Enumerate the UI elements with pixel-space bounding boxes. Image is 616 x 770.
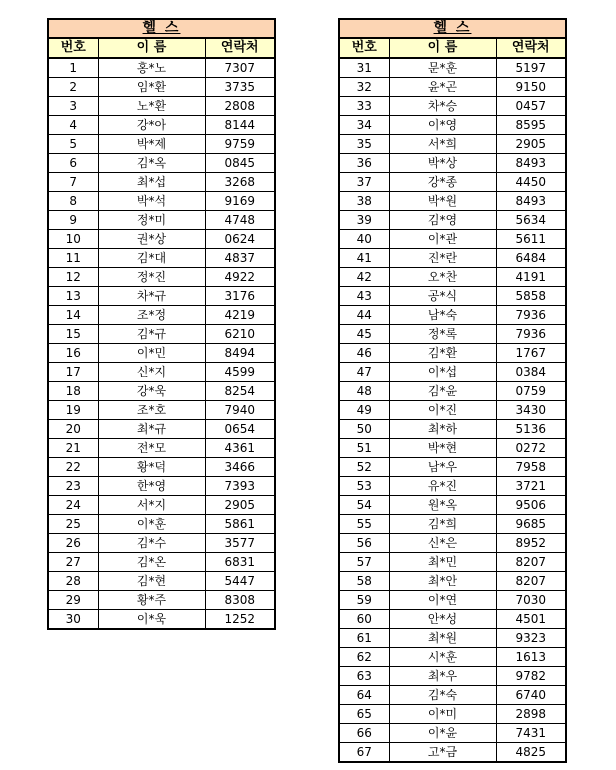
name-cell: 신*지 xyxy=(98,363,205,382)
contact-cell: 3735 xyxy=(205,78,275,97)
number-cell: 17 xyxy=(48,363,98,382)
column-header-row xyxy=(48,38,275,58)
table-row xyxy=(48,344,275,363)
number-cell: 36 xyxy=(339,154,389,173)
name-cell: 문*훈 xyxy=(389,58,496,78)
table-row xyxy=(339,420,566,439)
name-cell: 유*진 xyxy=(389,477,496,496)
contact-cell: 7936 xyxy=(496,325,566,344)
number-cell: 24 xyxy=(48,496,98,515)
number-cell: 47 xyxy=(339,363,389,382)
table-title: 헬 스 xyxy=(339,19,566,38)
name-cell: 서*지 xyxy=(98,496,205,515)
table-row xyxy=(48,287,275,306)
name-cell: 이*윤 xyxy=(389,724,496,743)
number-cell: 39 xyxy=(339,211,389,230)
number-cell: 21 xyxy=(48,439,98,458)
contact-cell: 5197 xyxy=(496,58,566,78)
name-cell: 남*우 xyxy=(389,458,496,477)
contact-cell: 7431 xyxy=(496,724,566,743)
column-header: 이 름 xyxy=(389,38,496,58)
contact-cell: 9323 xyxy=(496,629,566,648)
table-row xyxy=(48,572,275,591)
number-cell: 12 xyxy=(48,268,98,287)
number-cell: 66 xyxy=(339,724,389,743)
name-cell: 강*아 xyxy=(98,116,205,135)
table-row xyxy=(339,173,566,192)
number-cell: 19 xyxy=(48,401,98,420)
table-row xyxy=(339,591,566,610)
table-row xyxy=(339,724,566,743)
name-cell: 최*원 xyxy=(389,629,496,648)
number-cell: 62 xyxy=(339,648,389,667)
number-cell: 11 xyxy=(48,249,98,268)
name-cell: 노*환 xyxy=(98,97,205,116)
table-row xyxy=(339,553,566,572)
number-cell: 56 xyxy=(339,534,389,553)
name-cell: 남*숙 xyxy=(389,306,496,325)
contact-cell: 6740 xyxy=(496,686,566,705)
name-cell: 이*미 xyxy=(389,705,496,724)
number-cell: 67 xyxy=(339,743,389,763)
number-cell: 50 xyxy=(339,420,389,439)
number-cell: 8 xyxy=(48,192,98,211)
table-row xyxy=(48,420,275,439)
table-row xyxy=(48,401,275,420)
table-row xyxy=(48,363,275,382)
number-cell: 38 xyxy=(339,192,389,211)
name-cell: 차*승 xyxy=(389,97,496,116)
number-cell: 43 xyxy=(339,287,389,306)
name-cell: 조*호 xyxy=(98,401,205,420)
table-row xyxy=(48,192,275,211)
contact-cell: 5634 xyxy=(496,211,566,230)
contact-cell: 8207 xyxy=(496,572,566,591)
contact-cell: 4191 xyxy=(496,268,566,287)
table-row xyxy=(48,591,275,610)
name-cell: 권*상 xyxy=(98,230,205,249)
contact-cell: 4922 xyxy=(205,268,275,287)
name-cell: 박*석 xyxy=(98,192,205,211)
contact-cell: 4450 xyxy=(496,173,566,192)
contact-cell: 2905 xyxy=(205,496,275,515)
number-cell: 58 xyxy=(339,572,389,591)
number-cell: 18 xyxy=(48,382,98,401)
name-cell: 정*진 xyxy=(98,268,205,287)
contact-cell: 4361 xyxy=(205,439,275,458)
table-row xyxy=(48,249,275,268)
table-row xyxy=(339,230,566,249)
table-row xyxy=(339,610,566,629)
table-row xyxy=(339,477,566,496)
contact-cell: 4825 xyxy=(496,743,566,763)
contact-cell: 9782 xyxy=(496,667,566,686)
table-row xyxy=(339,192,566,211)
name-cell: 김*숙 xyxy=(389,686,496,705)
number-cell: 16 xyxy=(48,344,98,363)
number-cell: 10 xyxy=(48,230,98,249)
contact-cell: 0759 xyxy=(496,382,566,401)
number-cell: 51 xyxy=(339,439,389,458)
contact-cell: 7940 xyxy=(205,401,275,420)
table-row xyxy=(339,325,566,344)
number-cell: 1 xyxy=(48,58,98,78)
number-cell: 52 xyxy=(339,458,389,477)
contact-cell: 4748 xyxy=(205,211,275,230)
table-row xyxy=(339,78,566,97)
name-cell: 김*규 xyxy=(98,325,205,344)
contact-cell: 9685 xyxy=(496,515,566,534)
name-cell: 최*우 xyxy=(389,667,496,686)
table-row xyxy=(48,97,275,116)
health-roster-table-left xyxy=(47,18,276,630)
name-cell: 이*영 xyxy=(389,116,496,135)
health-roster-table-right xyxy=(338,18,567,763)
number-cell: 33 xyxy=(339,97,389,116)
contact-cell: 5136 xyxy=(496,420,566,439)
contact-cell: 5447 xyxy=(205,572,275,591)
name-cell: 조*정 xyxy=(98,306,205,325)
contact-cell: 0624 xyxy=(205,230,275,249)
contact-cell: 3268 xyxy=(205,173,275,192)
contact-cell: 6831 xyxy=(205,553,275,572)
number-cell: 6 xyxy=(48,154,98,173)
name-cell: 이*연 xyxy=(389,591,496,610)
contact-cell: 8144 xyxy=(205,116,275,135)
contact-cell: 6484 xyxy=(496,249,566,268)
table-row xyxy=(48,211,275,230)
name-cell: 박*현 xyxy=(389,439,496,458)
name-cell: 김*희 xyxy=(389,515,496,534)
contact-cell: 9506 xyxy=(496,496,566,515)
table-row xyxy=(339,705,566,724)
name-cell: 강*욱 xyxy=(98,382,205,401)
number-cell: 48 xyxy=(339,382,389,401)
number-cell: 13 xyxy=(48,287,98,306)
number-cell: 7 xyxy=(48,173,98,192)
name-cell: 강*종 xyxy=(389,173,496,192)
name-cell: 김*영 xyxy=(389,211,496,230)
name-cell: 박*원 xyxy=(389,192,496,211)
name-cell: 차*규 xyxy=(98,287,205,306)
contact-cell: 5611 xyxy=(496,230,566,249)
contact-cell: 3721 xyxy=(496,477,566,496)
name-cell: 임*환 xyxy=(98,78,205,97)
number-cell: 61 xyxy=(339,629,389,648)
name-cell: 최*안 xyxy=(389,572,496,591)
name-cell: 신*은 xyxy=(389,534,496,553)
name-cell: 최*규 xyxy=(98,420,205,439)
table-row xyxy=(48,610,275,630)
name-cell: 서*희 xyxy=(389,135,496,154)
number-cell: 23 xyxy=(48,477,98,496)
number-cell: 28 xyxy=(48,572,98,591)
number-cell: 20 xyxy=(48,420,98,439)
name-cell: 이*욱 xyxy=(98,610,205,630)
name-cell: 진*란 xyxy=(389,249,496,268)
table-row xyxy=(339,58,566,78)
number-cell: 42 xyxy=(339,268,389,287)
name-cell: 김*대 xyxy=(98,249,205,268)
number-cell: 35 xyxy=(339,135,389,154)
number-cell: 29 xyxy=(48,591,98,610)
table-row xyxy=(339,382,566,401)
contact-cell: 3466 xyxy=(205,458,275,477)
name-cell: 김*윤 xyxy=(389,382,496,401)
title-row xyxy=(48,19,275,38)
contact-cell: 8952 xyxy=(496,534,566,553)
table-row xyxy=(339,743,566,763)
contact-cell: 8494 xyxy=(205,344,275,363)
name-cell: 황*주 xyxy=(98,591,205,610)
number-cell: 9 xyxy=(48,211,98,230)
contact-cell: 1252 xyxy=(205,610,275,630)
number-cell: 40 xyxy=(339,230,389,249)
name-cell: 김*수 xyxy=(98,534,205,553)
table-row xyxy=(339,363,566,382)
name-cell: 박*상 xyxy=(389,154,496,173)
contact-cell: 5858 xyxy=(496,287,566,306)
name-cell: 안*성 xyxy=(389,610,496,629)
column-header: 연락처 xyxy=(205,38,275,58)
table-row xyxy=(339,667,566,686)
contact-cell: 0654 xyxy=(205,420,275,439)
table-row xyxy=(339,287,566,306)
table-title: 헬 스 xyxy=(48,19,275,38)
name-cell: 최*하 xyxy=(389,420,496,439)
contact-cell: 3430 xyxy=(496,401,566,420)
contact-cell: 2808 xyxy=(205,97,275,116)
column-header: 번호 xyxy=(339,38,389,58)
table-row xyxy=(339,686,566,705)
name-cell: 원*옥 xyxy=(389,496,496,515)
table-row xyxy=(48,268,275,287)
contact-cell: 8254 xyxy=(205,382,275,401)
table-row xyxy=(48,154,275,173)
contact-cell: 4501 xyxy=(496,610,566,629)
table-row xyxy=(48,58,275,78)
name-cell: 최*민 xyxy=(389,553,496,572)
number-cell: 3 xyxy=(48,97,98,116)
column-header-row xyxy=(339,38,566,58)
name-cell: 오*찬 xyxy=(389,268,496,287)
number-cell: 41 xyxy=(339,249,389,268)
contact-cell: 4219 xyxy=(205,306,275,325)
number-cell: 4 xyxy=(48,116,98,135)
contact-cell: 7030 xyxy=(496,591,566,610)
name-cell: 김*온 xyxy=(98,553,205,572)
name-cell: 정*미 xyxy=(98,211,205,230)
table-row xyxy=(48,306,275,325)
number-cell: 57 xyxy=(339,553,389,572)
table-row xyxy=(48,173,275,192)
number-cell: 26 xyxy=(48,534,98,553)
table-row xyxy=(48,496,275,515)
table-row xyxy=(339,116,566,135)
number-cell: 34 xyxy=(339,116,389,135)
name-cell: 정*록 xyxy=(389,325,496,344)
name-cell: 윤*곤 xyxy=(389,78,496,97)
table-row xyxy=(48,230,275,249)
table-body xyxy=(339,58,566,762)
table-row xyxy=(48,382,275,401)
table-row xyxy=(339,211,566,230)
table-row xyxy=(48,458,275,477)
number-cell: 30 xyxy=(48,610,98,630)
table-row xyxy=(339,439,566,458)
number-cell: 55 xyxy=(339,515,389,534)
number-cell: 64 xyxy=(339,686,389,705)
number-cell: 14 xyxy=(48,306,98,325)
contact-cell: 4599 xyxy=(205,363,275,382)
table-row xyxy=(339,344,566,363)
table-row xyxy=(339,648,566,667)
table-row xyxy=(339,135,566,154)
table-row xyxy=(48,135,275,154)
number-cell: 5 xyxy=(48,135,98,154)
table-row xyxy=(48,78,275,97)
number-cell: 27 xyxy=(48,553,98,572)
title-row xyxy=(339,19,566,38)
table-row xyxy=(48,439,275,458)
number-cell: 53 xyxy=(339,477,389,496)
table-row xyxy=(339,629,566,648)
number-cell: 54 xyxy=(339,496,389,515)
number-cell: 37 xyxy=(339,173,389,192)
column-header: 번호 xyxy=(48,38,98,58)
number-cell: 49 xyxy=(339,401,389,420)
name-cell: 시*훈 xyxy=(389,648,496,667)
contact-cell: 8308 xyxy=(205,591,275,610)
contact-cell: 1613 xyxy=(496,648,566,667)
table-row xyxy=(339,97,566,116)
name-cell: 홍*노 xyxy=(98,58,205,78)
name-cell: 고*금 xyxy=(389,743,496,763)
table-row xyxy=(339,154,566,173)
name-cell: 이*민 xyxy=(98,344,205,363)
name-cell: 공*식 xyxy=(389,287,496,306)
number-cell: 45 xyxy=(339,325,389,344)
name-cell: 이*진 xyxy=(389,401,496,420)
number-cell: 46 xyxy=(339,344,389,363)
table-row xyxy=(48,553,275,572)
name-cell: 이*섭 xyxy=(389,363,496,382)
table-row xyxy=(48,534,275,553)
contact-cell: 7307 xyxy=(205,58,275,78)
name-cell: 황*덕 xyxy=(98,458,205,477)
table-body xyxy=(48,58,275,629)
name-cell: 최*섭 xyxy=(98,173,205,192)
number-cell: 59 xyxy=(339,591,389,610)
contact-cell: 7936 xyxy=(496,306,566,325)
contact-cell: 8493 xyxy=(496,192,566,211)
name-cell: 김*옥 xyxy=(98,154,205,173)
contact-cell: 9150 xyxy=(496,78,566,97)
table-row xyxy=(339,496,566,515)
column-header: 연락처 xyxy=(496,38,566,58)
contact-cell: 9169 xyxy=(205,192,275,211)
contact-cell: 2898 xyxy=(496,705,566,724)
number-cell: 44 xyxy=(339,306,389,325)
number-cell: 32 xyxy=(339,78,389,97)
contact-cell: 6210 xyxy=(205,325,275,344)
table-row xyxy=(339,268,566,287)
column-header: 이 름 xyxy=(98,38,205,58)
name-cell: 김*환 xyxy=(389,344,496,363)
contact-cell: 8493 xyxy=(496,154,566,173)
contact-cell: 8207 xyxy=(496,553,566,572)
contact-cell: 3176 xyxy=(205,287,275,306)
name-cell: 김*현 xyxy=(98,572,205,591)
name-cell: 이*관 xyxy=(389,230,496,249)
table-row xyxy=(339,458,566,477)
contact-cell: 7958 xyxy=(496,458,566,477)
contact-cell: 7393 xyxy=(205,477,275,496)
number-cell: 65 xyxy=(339,705,389,724)
number-cell: 15 xyxy=(48,325,98,344)
contact-cell: 5861 xyxy=(205,515,275,534)
contact-cell: 0384 xyxy=(496,363,566,382)
table-row xyxy=(339,306,566,325)
number-cell: 2 xyxy=(48,78,98,97)
number-cell: 60 xyxy=(339,610,389,629)
number-cell: 22 xyxy=(48,458,98,477)
table-row xyxy=(339,515,566,534)
name-cell: 박*제 xyxy=(98,135,205,154)
contact-cell: 0845 xyxy=(205,154,275,173)
contact-cell: 4837 xyxy=(205,249,275,268)
contact-cell: 1767 xyxy=(496,344,566,363)
table-row xyxy=(48,515,275,534)
name-cell: 한*영 xyxy=(98,477,205,496)
table-row xyxy=(339,249,566,268)
contact-cell: 9759 xyxy=(205,135,275,154)
contact-cell: 8595 xyxy=(496,116,566,135)
table-row xyxy=(339,572,566,591)
contact-cell: 0457 xyxy=(496,97,566,116)
number-cell: 31 xyxy=(339,58,389,78)
table-row xyxy=(48,325,275,344)
name-cell: 이*훈 xyxy=(98,515,205,534)
table-row xyxy=(48,116,275,135)
table-row xyxy=(339,534,566,553)
number-cell: 25 xyxy=(48,515,98,534)
table-row xyxy=(48,477,275,496)
name-cell: 전*모 xyxy=(98,439,205,458)
contact-cell: 0272 xyxy=(496,439,566,458)
contact-cell: 3577 xyxy=(205,534,275,553)
number-cell: 63 xyxy=(339,667,389,686)
contact-cell: 2905 xyxy=(496,135,566,154)
table-row xyxy=(339,401,566,420)
